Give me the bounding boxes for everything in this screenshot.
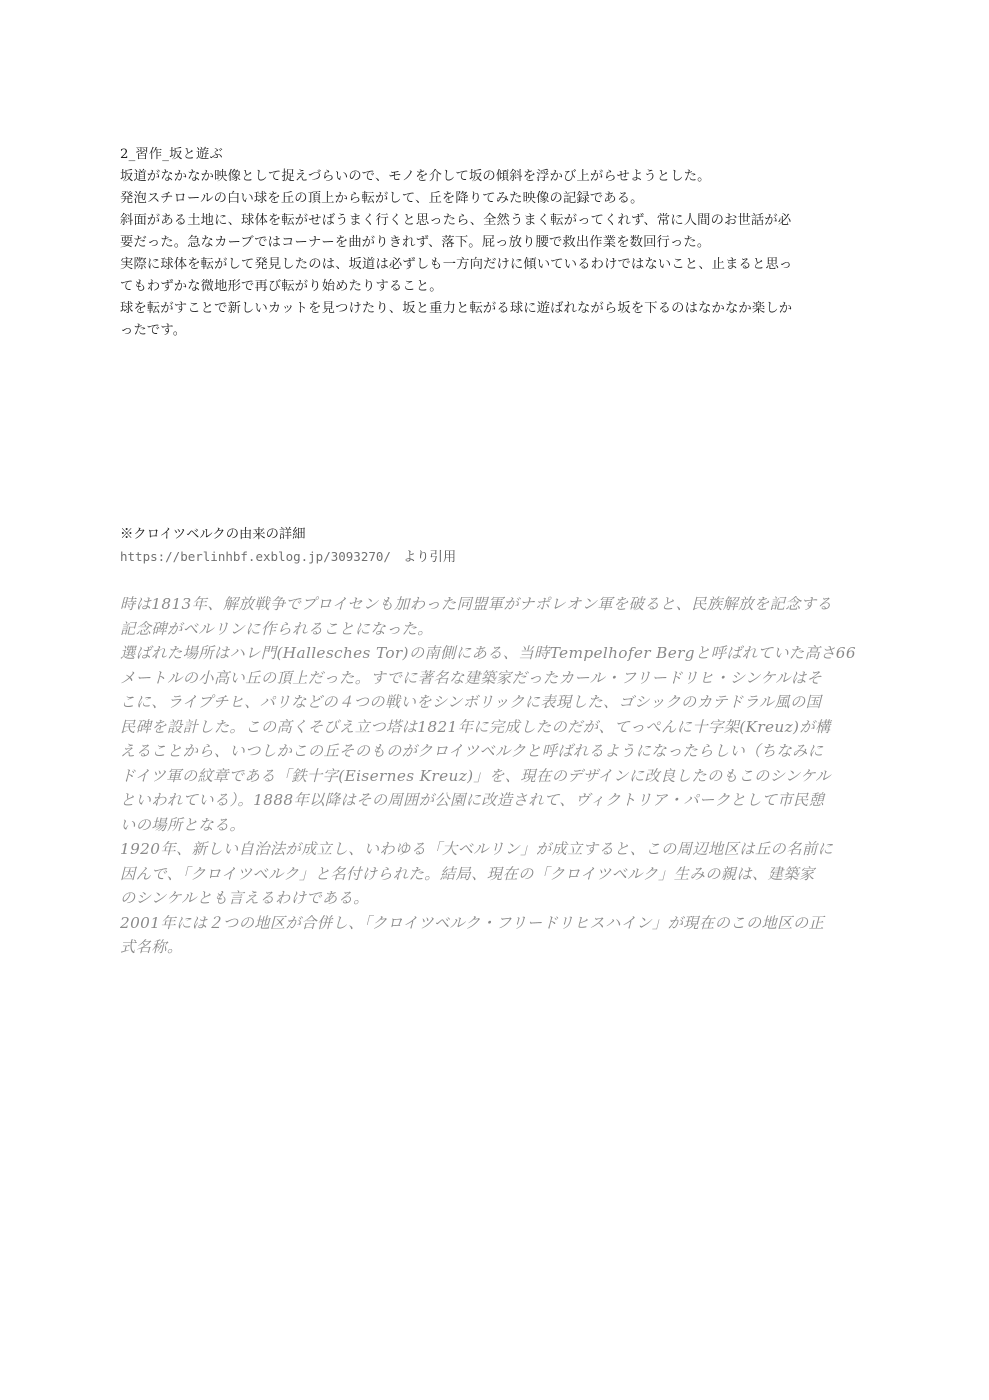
essay-line: ったです。	[120, 323, 187, 338]
quoted-text	[120, 592, 872, 960]
source-citation	[120, 546, 872, 568]
essay-section	[120, 144, 872, 342]
quote-line: 2001年には２つの地区が合併し、「クロイツベルク・フリードリヒスハイン」が現在のこの地区の正	[120, 913, 825, 932]
essay-line: 斜面がある土地に、球体を転がせばうまく行くと思ったら、全然うまく転がってくれず、常に人間のお世話が必	[120, 213, 792, 228]
essay-line: 発泡スチロールの白い球を丘の頂上から転がして、丘を降りてみた映像の記録である。	[120, 191, 644, 206]
source-link[interactable]: https://berlinhbf.exblog.jp/3093270/	[120, 549, 391, 564]
quote-line: のシンケルとも言えるわけである。	[120, 889, 369, 907]
quote-line: 選ばれた場所はハレ門(Hallesches Tor)の南側にある、当時Tempelhofer Bergと呼ばれていた高さ66	[120, 644, 856, 662]
quote-line: いの場所となる。	[120, 815, 246, 834]
essay-line: てもわずかな微地形で再び転がり始めたりすること。	[120, 279, 443, 294]
reference-section	[120, 524, 872, 568]
essay-line: 坂道がなかなか映像として捉えづらいので、モノを介して坂の傾斜を浮かび上がらせようとした。	[120, 169, 711, 184]
reference-heading: ※クロイツベルクの由来の詳細	[120, 527, 306, 542]
quote-line: 因んで、「クロイツベルク」と名付けられた。結局、現在の「クロイツベルク」生みの親は、建築家	[120, 864, 815, 883]
quote-line: メートルの小高い丘の頂上だった。すでに著名な建築家だったカール・フリードリヒ・シンケルはそ	[120, 668, 823, 687]
essay-line: 球を転がすことで新しいカットを見つけたり、坂と重力と転がる球に遊ばれながら坂を下るのはなかなか楽しか	[120, 301, 793, 316]
quote-line: こに、ライプチヒ、パリなどの４つの戦いをシンボリックに表現した、ゴシックのカテドラル風の国	[120, 693, 822, 711]
essay-title: 2_習作_坂と遊ぶ	[120, 147, 223, 162]
essay-line: 要だった。急なカーブではコーナーを曲がりきれず、落下。屁っ放り腰で救出作業を数回行った。	[120, 235, 711, 250]
quote-line: えることから、いつしかこの丘そのものがクロイツベルクと呼ばれるようになったらしい（ちなみに	[120, 742, 824, 760]
source-suffix: より引用	[402, 550, 457, 565]
quote-line: ドイツ軍の紋章である「鉄十字(Eisernes Kreuz)」を、現在のデザインに改良したのもこのシンケル	[120, 766, 831, 785]
quote-line: 1920年、新しい自治法が成立し、いわゆる「大ベルリン」が成立すると、この周辺地区は丘の名前に	[120, 840, 834, 858]
quote-line: 時は1813年、解放戦争でプロイセンも加わった同盟軍がナポレオン軍を破ると、民族解放を記念する	[120, 595, 833, 613]
essay-line: 実際に球体を転がして発見したのは、坂道は必ずしも一方向だけに傾いているわけではないこと、止まると思っ	[120, 257, 793, 272]
quote-line: 式名称。	[120, 938, 183, 956]
quote-line: 記念碑がベルリンに作られることになった。	[120, 619, 433, 638]
quote-line: 民碑を設計した。この高くそびえ立つ塔は1821年に完成したのだが、てっぺんに十字架(Kreuz)が構	[120, 717, 831, 736]
quote-line: といわれている）。1888年以降はその周囲が公園に改造されて、ヴィクトリア・パークとして市民憩	[120, 791, 825, 809]
